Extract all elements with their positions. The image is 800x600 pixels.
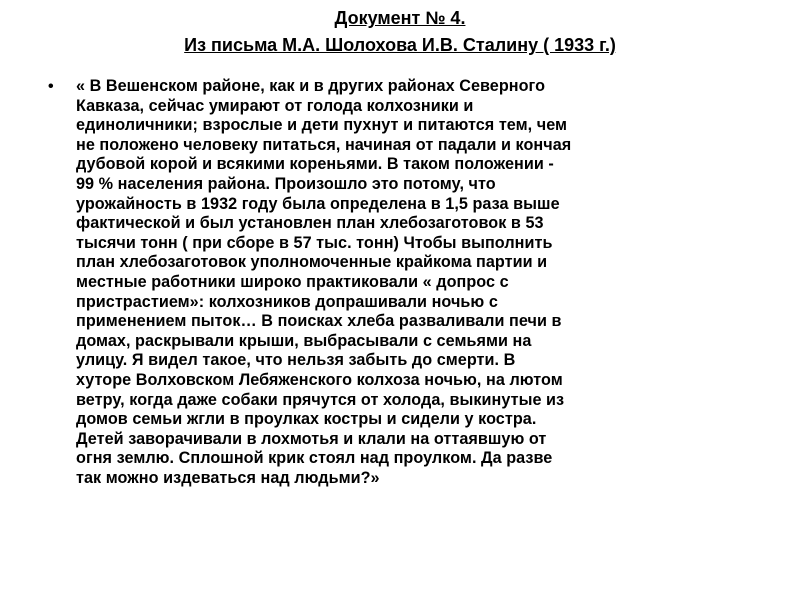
bullet-marker: •	[48, 78, 54, 95]
quote-block	[48, 77, 753, 488]
letter-source-heading: Из письма М.А. Шолохова И.В. Сталину ( 1933 г.)	[184, 35, 616, 55]
document-title	[0, 5, 800, 59]
letter-quote-text: « В Вешенском районе, как и в других районах Северного Кавказа, сейчас умирают от голода колхозники и единоличники; взрослые и дети пухнут и питаются тем, чем не положено человеку питаться, начиная от падали и кончая дубовой корой и всякими кореньями. В таком положении - 99 % населения района. Произошло это потому, что урожайность в 1932 году была определена в 1,5 раза выше фактической и был установлен план хлебозаготовок в 53 тысячи тонн ( при сборе в 57 тыс. тонн) Чтобы выполнить план хлебозаготовок уполномоченные крайкома партии и местные работники широко практиковали « допрос с пристрастием»: колхозников допрашивали ночью с применением пыток… В поисках хлеба разваливали печи в домах, раскрывали крыши, выбрасывали с семьями на улицу. Я видел такое, что нельзя забыть до смерти. В хуторе Волховском Лебяженского колхоза ночью, на лютом ветру, когда даже собаки прячутся от холода, выкинутые из домов семьи жгли в проулках костры и сидели у костра. Детей заворачивали в лохмотья и клали на оттаявшую от огня землю. Сплошной крик стоял над проулком. Да разве так можно издеваться над людьми?»	[76, 77, 572, 487]
document-number-heading: Документ № 4.	[334, 8, 466, 28]
